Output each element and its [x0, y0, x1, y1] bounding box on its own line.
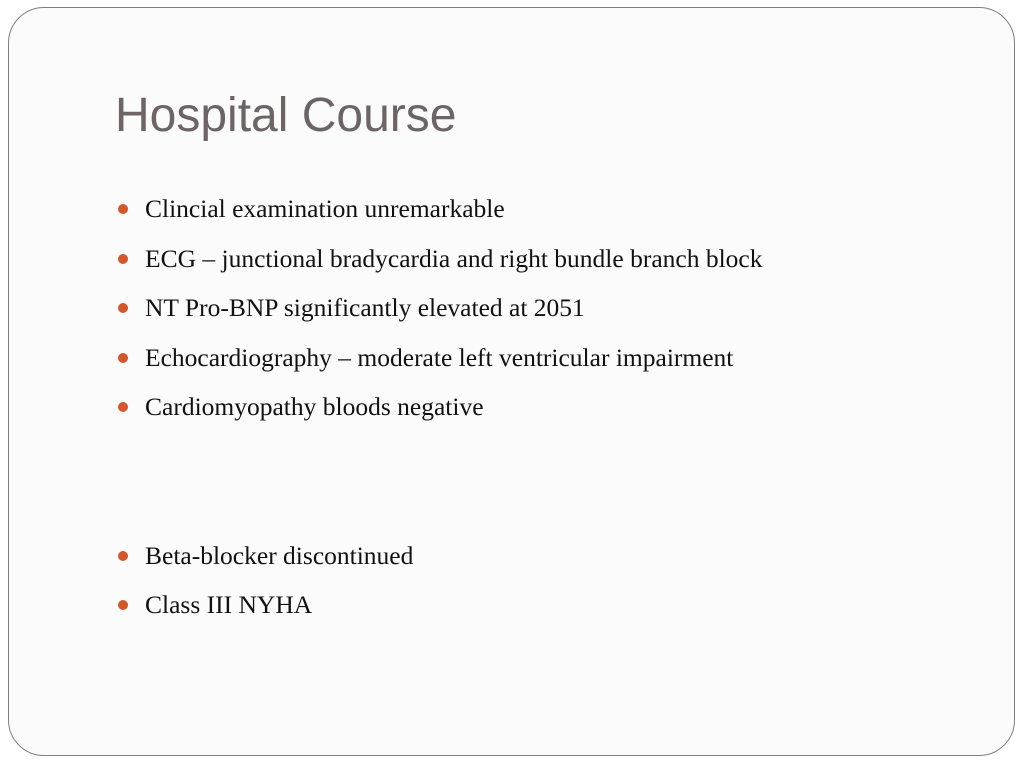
bullet-dot-icon	[118, 254, 128, 264]
bullet-list	[115, 191, 995, 637]
slide	[8, 7, 1015, 756]
bullet-text: Echocardiography – moderate left ventricular impairment	[145, 342, 734, 372]
bullet-item	[115, 191, 995, 241]
bullet-dot-icon	[118, 402, 128, 412]
bullet-item	[115, 538, 995, 588]
bullet-text: ECG – junctional bradycardia and right bundle branch block	[145, 243, 763, 273]
bullet-text: Beta-blocker discontinued	[145, 540, 414, 570]
bullet-text: NT Pro-BNP significantly elevated at 2051	[145, 293, 585, 322]
bullet-dot-icon	[118, 600, 128, 610]
bullet-text: Clincial examination unremarkable	[145, 194, 505, 223]
bullet-item	[115, 290, 995, 340]
bullet-text: Class III NYHA	[145, 590, 313, 619]
bullet-text: Cardiomyopathy bloods negative	[145, 392, 484, 421]
bullet-dot-icon	[118, 551, 128, 561]
bullet-item	[115, 340, 995, 390]
bullet-dot-icon	[118, 204, 128, 214]
slide-title: Hospital Course	[115, 89, 457, 142]
bullet-dot-icon	[118, 353, 128, 363]
bullet-dot-icon	[118, 303, 128, 313]
bullet-item	[115, 389, 995, 439]
bullet-item	[115, 587, 995, 637]
bullet-item	[115, 241, 995, 291]
